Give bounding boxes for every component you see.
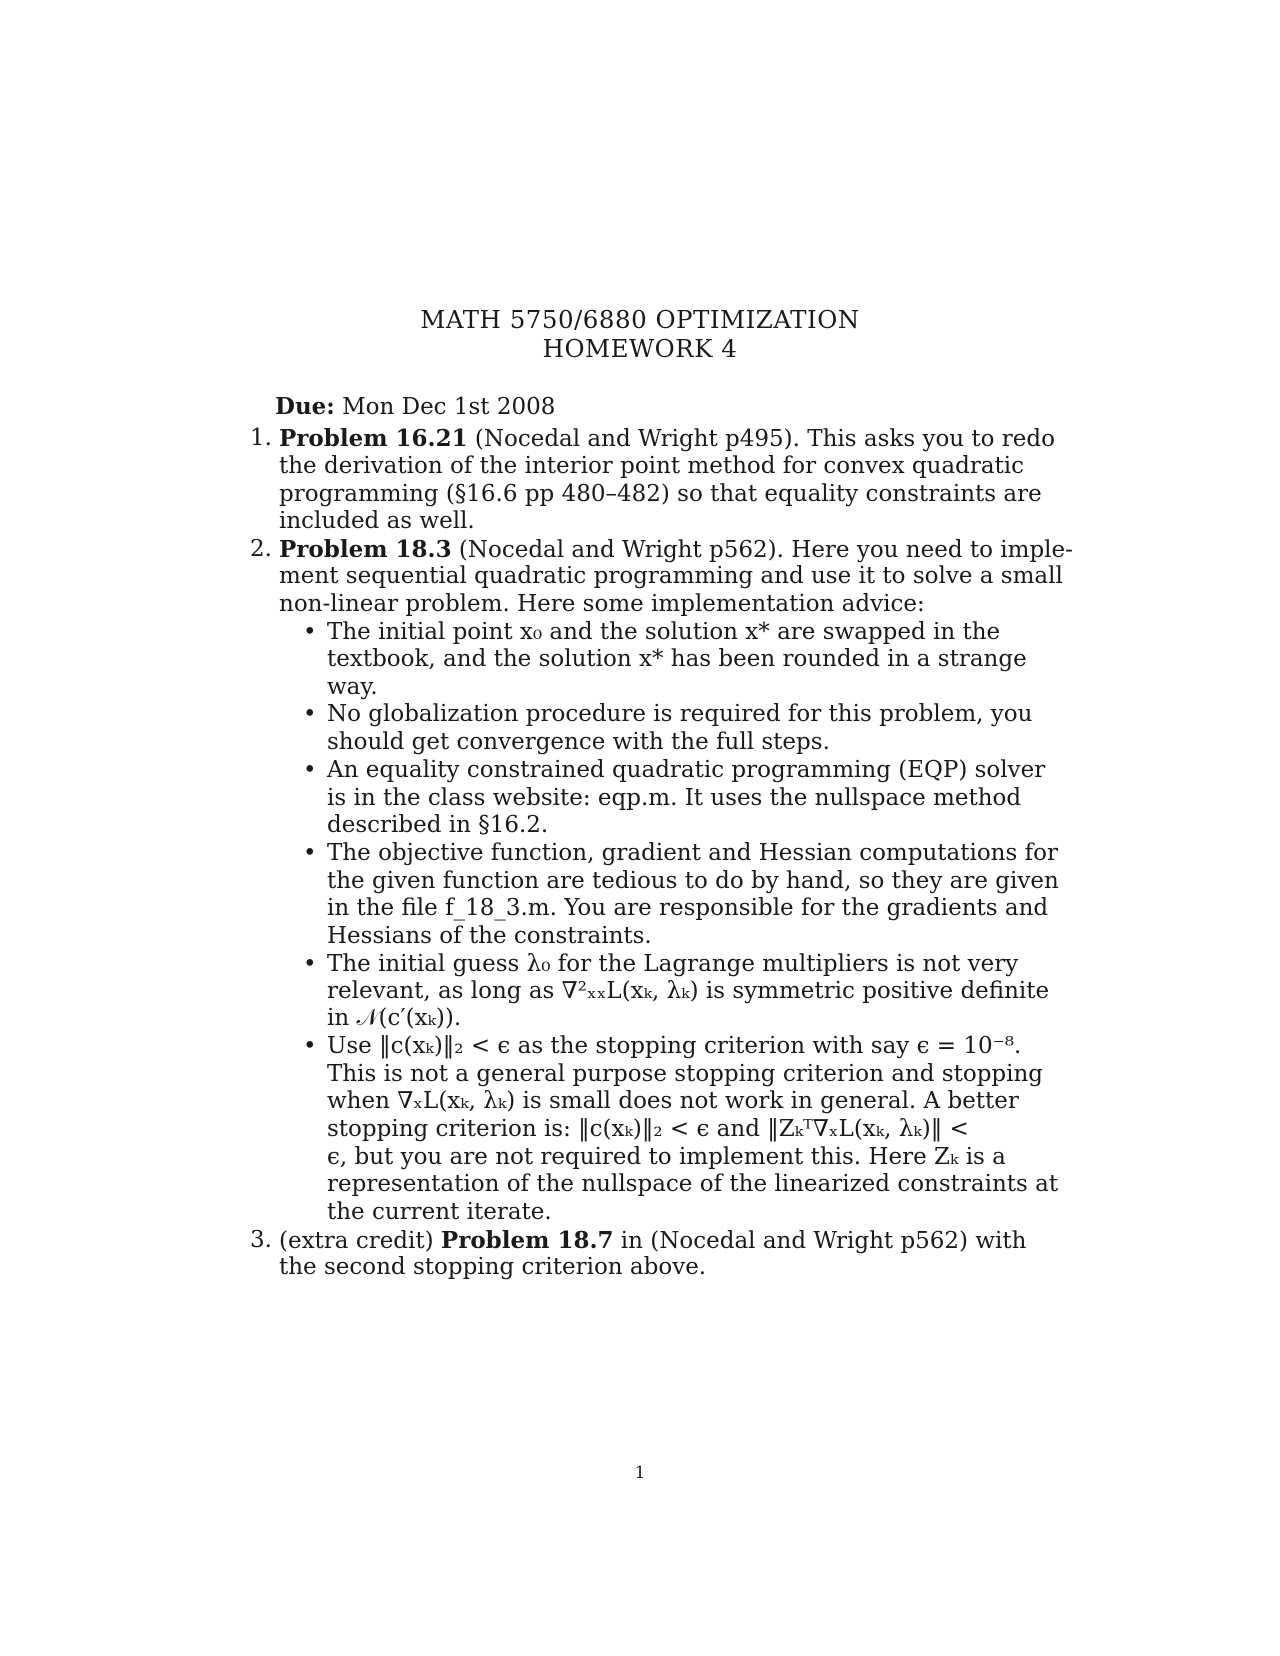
assignment-title: HOMEWORK 4 [542, 334, 738, 363]
bullet-line: No globalization procedure is required for this problem, you [327, 701, 1033, 727]
bullet-marker: • [303, 1033, 317, 1059]
bullet-line: textbook, and the solution x* has been rounded in a strange [327, 646, 1027, 672]
bullet-line: the given function are tedious to do by hand, so they are given [327, 868, 1059, 894]
problem-line: the second stopping criterion above. [279, 1254, 707, 1280]
problem-line: programming (§16.6 pp 480–482) so that equality constraints are [279, 481, 1042, 507]
bullet-line: in the file f_18_3.m. You are responsible for the gradients and [327, 895, 1049, 921]
bullet-line: Hessians of the constraints. [327, 923, 652, 949]
bullet-marker: • [303, 701, 317, 727]
bullet-line: representation of the nullspace of the linearized constraints at [327, 1171, 1059, 1197]
bullet-line: when ∇ₓL(xₖ, λₖ) is small does not work in general. A better [327, 1088, 1019, 1114]
bullet-line: is in the class website: eqp.m. It uses the nullspace method [327, 785, 1022, 811]
bullet-line: should get convergence with the full steps. [327, 729, 830, 755]
bullet-line: stopping criterion is: ‖c(xₖ)‖₂ < ϵ and ‖Zₖᵀ∇ₓL(xₖ, λₖ)‖ < [327, 1116, 969, 1142]
problem-number: 1. [250, 425, 272, 451]
page-number: 1 [634, 1463, 646, 1483]
bullet-line: The objective function, gradient and Hessian computations for [327, 840, 1058, 866]
bullet-marker: • [303, 951, 317, 977]
bullet-line: Use ‖c(xₖ)‖₂ < ϵ as the stopping criterion with say ϵ = 10⁻⁸. [327, 1033, 1022, 1059]
bullet-marker: • [303, 757, 317, 783]
bullet-line: The initial point x₀ and the solution x* are swapped in the [327, 619, 1001, 645]
bullet-line: relevant, as long as ∇²ₓₓL(xₖ, λₖ) is symmetric positive definite [327, 978, 1050, 1004]
bullet-marker: • [303, 619, 317, 645]
course-title: MATH 5750/6880 OPTIMIZATION [420, 305, 860, 334]
bullet-line: An equality constrained quadratic programming (EQP) solver [327, 757, 1046, 783]
problem-line: ment sequential quadratic programming and use it to solve a small [279, 563, 1063, 589]
bullet-line: ϵ, but you are not required to implement this. Here Zₖ is a [327, 1144, 1006, 1170]
problem-number: 3. [250, 1227, 272, 1253]
problem-line: non-linear problem. Here some implementation advice: [279, 591, 925, 617]
bullet-line: The initial guess λ₀ for the Lagrange multipliers is not very [327, 951, 1019, 977]
problem-line: included as well. [279, 508, 475, 534]
problem-line: Problem 16.21 (Nocedal and Wright p495). This asks you to redo [279, 425, 1055, 452]
bullet-line: described in §16.2. [327, 812, 549, 838]
problem-number: 2. [250, 536, 272, 562]
bullet-line: in 𝒩(c′(xₖ)). [327, 1005, 462, 1031]
bullet-line: This is not a general purpose stopping criterion and stopping [327, 1061, 1044, 1087]
due-line [275, 392, 555, 422]
due-date: Mon Dec 1st 2008 [342, 394, 556, 420]
bullet-line: way. [327, 674, 378, 700]
bullet-line: the current iterate. [327, 1199, 552, 1225]
bullet-marker: • [303, 840, 317, 866]
problem-line: Problem 18.3 (Nocedal and Wright p562). Here you need to imple- [279, 536, 1073, 563]
problem-line: (extra credit) Problem 18.7 in (Nocedal and Wright p562) with [279, 1227, 1027, 1254]
due-label: Due: [275, 393, 335, 420]
problem-line: the derivation of the interior point method for convex quadratic [279, 453, 1025, 479]
